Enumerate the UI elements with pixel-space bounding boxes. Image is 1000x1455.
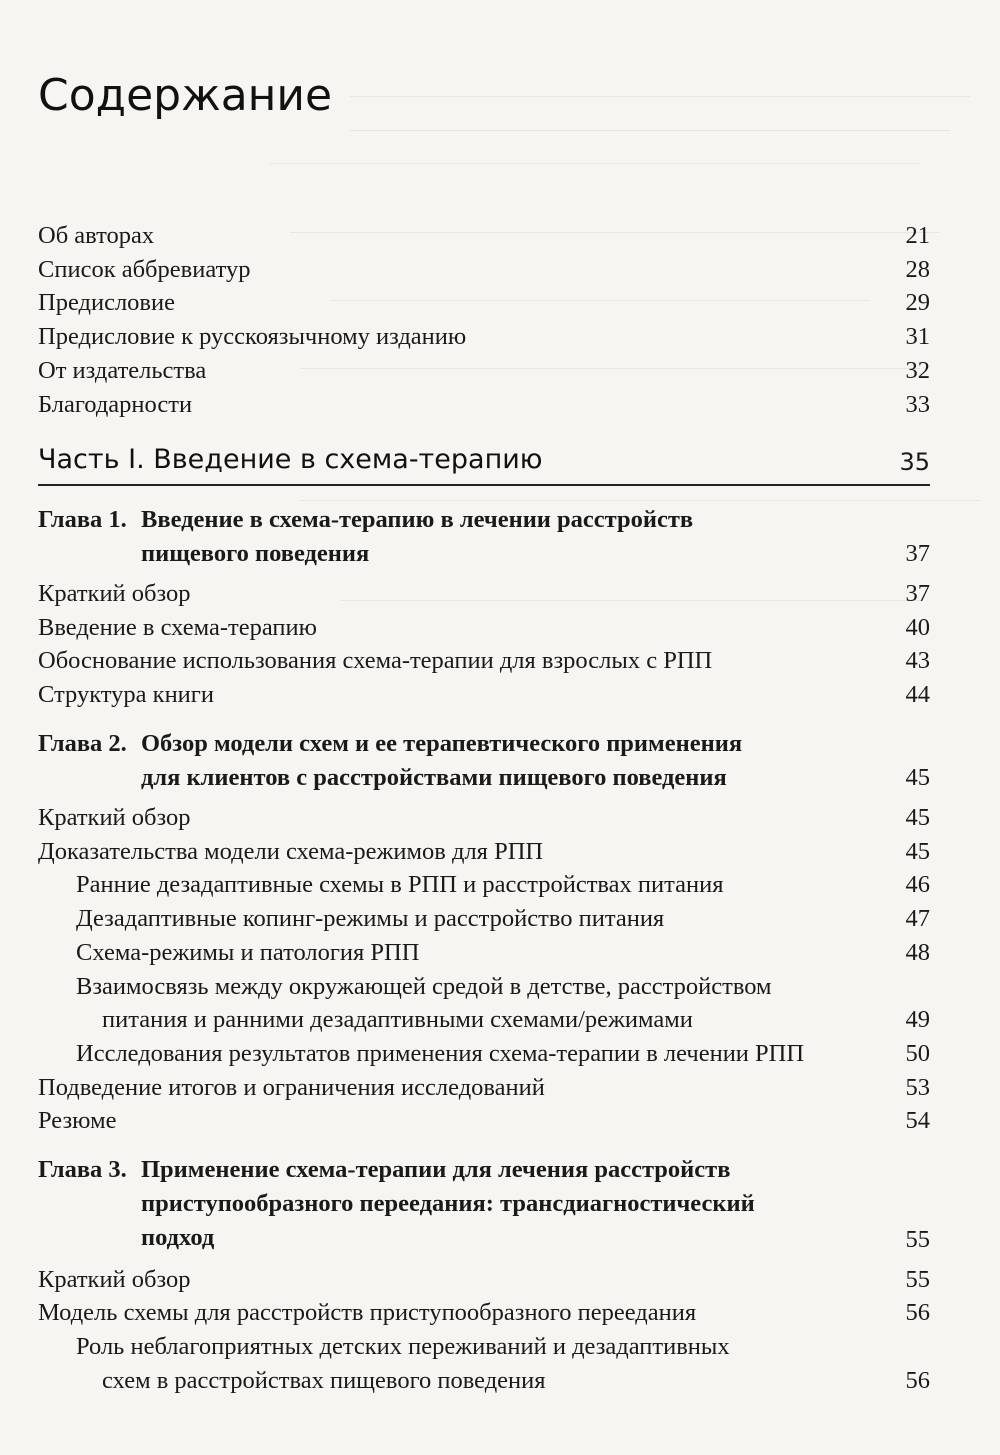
chapter-heading[interactable]: [38, 503, 930, 571]
chapter-title-line: приступообразного переедания: трансдиагностический: [141, 1190, 755, 1217]
toc-entry[interactable]: [38, 253, 930, 287]
entry-page: 28: [905, 256, 930, 283]
entry-page: 37: [905, 580, 930, 607]
entry-title: Роль неблагоприятных детских переживаний и дезадаптивных: [76, 1333, 730, 1360]
entry-title: Подведение итогов и ограничения исследований: [38, 1074, 545, 1101]
entry-title: Об авторах: [38, 222, 155, 249]
chapter-number: Глава 1.: [38, 506, 127, 533]
entry-title: Предисловие: [38, 289, 175, 316]
toc-entry[interactable]: [38, 611, 930, 645]
entry-page: 31: [905, 323, 930, 350]
entry-title: Краткий обзор: [38, 1266, 191, 1293]
entry-page: 54: [905, 1107, 930, 1134]
toc-entry[interactable]: [38, 1104, 930, 1138]
entry-page: 33: [905, 391, 930, 418]
toc-entry[interactable]: [38, 801, 930, 835]
toc-subentry[interactable]: [38, 1037, 930, 1071]
toc-entry[interactable]: [38, 1071, 930, 1105]
entry-page: 43: [905, 647, 930, 674]
entry-title: Благодарности: [38, 391, 193, 418]
toc-entry[interactable]: [38, 286, 930, 320]
entry-title: Схема-режимы и патология РПП: [76, 939, 420, 966]
toc-subentry[interactable]: [38, 868, 930, 902]
entry-title: Краткий обзор: [38, 580, 191, 607]
entry-title: От издательства: [38, 357, 207, 384]
entry-page: 21: [905, 222, 930, 249]
entry-page: 45: [905, 838, 930, 865]
toc-entry[interactable]: [38, 1296, 930, 1330]
entry-title: Предисловие к русскоязычному изданию: [38, 323, 467, 350]
entry-page: 40: [905, 614, 930, 641]
chapter-page: 37: [905, 540, 930, 567]
entry-title: Краткий обзор: [38, 804, 191, 831]
page-title: Содержание: [38, 70, 333, 121]
entry-page: 47: [905, 905, 930, 932]
entry-page: 56: [905, 1367, 930, 1394]
entry-page: 55: [905, 1266, 930, 1293]
toc-subentry[interactable]: [38, 936, 930, 970]
entry-title: Исследования результатов применения схема-терапии в лечении РПП: [76, 1040, 805, 1067]
entry-page: 46: [905, 871, 930, 898]
entry-page: 48: [905, 939, 930, 966]
entry-page: 32: [905, 357, 930, 384]
entry-title: Взаимосвязь между окружающей средой в детстве, расстройством: [76, 973, 772, 1000]
entry-page: 29: [905, 289, 930, 316]
chapter-number: Глава 3.: [38, 1156, 127, 1183]
chapter-title-line: для клиентов с расстройствами пищевого поведения: [141, 764, 727, 791]
toc-subentry-continuation[interactable]: [38, 1364, 930, 1398]
entry-title: Резюме: [38, 1107, 117, 1134]
toc-entry[interactable]: [38, 320, 930, 354]
toc-entry[interactable]: [38, 219, 930, 253]
entry-title: Дезадаптивные копинг-режимы и расстройство питания: [76, 905, 665, 932]
chapter-heading[interactable]: [38, 1153, 930, 1255]
part-heading[interactable]: [38, 442, 930, 486]
entry-title: схем в расстройствах пищевого поведения: [102, 1367, 546, 1394]
chapter-title-line: Применение схема-терапии для лечения расстройств: [141, 1156, 731, 1183]
toc-subentry[interactable]: [38, 902, 930, 936]
entry-page: 50: [905, 1040, 930, 1067]
entry-page: 45: [905, 804, 930, 831]
chapter-page: 45: [905, 764, 930, 791]
entry-title: Обоснование использования схема-терапии для взрослых с РПП: [38, 647, 713, 674]
toc-entry[interactable]: [38, 1263, 930, 1297]
entry-page: 49: [905, 1006, 930, 1033]
chapter-page: 55: [905, 1226, 930, 1253]
toc-entry[interactable]: [38, 388, 930, 422]
toc-entry[interactable]: [38, 678, 930, 712]
entry-title: Введение в схема-терапию: [38, 614, 317, 641]
entry-title: Структура книги: [38, 681, 214, 708]
part-title: Часть I. Введение в схема-терапию: [38, 444, 543, 475]
entry-title: Ранние дезадаптивные схемы в РПП и расстройствах питания: [76, 871, 724, 898]
part-page: 35: [899, 448, 930, 476]
toc-entry[interactable]: [38, 644, 930, 678]
entry-page: 56: [905, 1299, 930, 1326]
toc-subentry[interactable]: [38, 1330, 930, 1364]
toc-subentry[interactable]: [38, 970, 930, 1004]
chapter-title-line: Введение в схема-терапию в лечении расстройств: [141, 506, 694, 533]
entry-title: Список аббревиатур: [38, 256, 251, 283]
entry-page: 44: [905, 681, 930, 708]
entry-page: 53: [905, 1074, 930, 1101]
chapter-number: Глава 2.: [38, 730, 127, 757]
entry-title: питания и ранними дезадаптивными схемами/режимами: [102, 1006, 693, 1033]
toc-entry[interactable]: [38, 577, 930, 611]
toc-entry[interactable]: [38, 354, 930, 388]
chapter-heading[interactable]: [38, 727, 930, 795]
toc-subentry-continuation[interactable]: [38, 1003, 930, 1037]
entry-title: Доказательства модели схема-режимов для РПП: [38, 838, 544, 865]
entry-title: Модель схемы для расстройств приступообразного переедания: [38, 1299, 697, 1326]
chapter-title-line: пищевого поведения: [141, 540, 370, 567]
chapter-title-line: Обзор модели схем и ее терапевтического применения: [141, 730, 743, 757]
toc-entry[interactable]: [38, 835, 930, 869]
chapter-title-line: подход: [141, 1224, 215, 1251]
